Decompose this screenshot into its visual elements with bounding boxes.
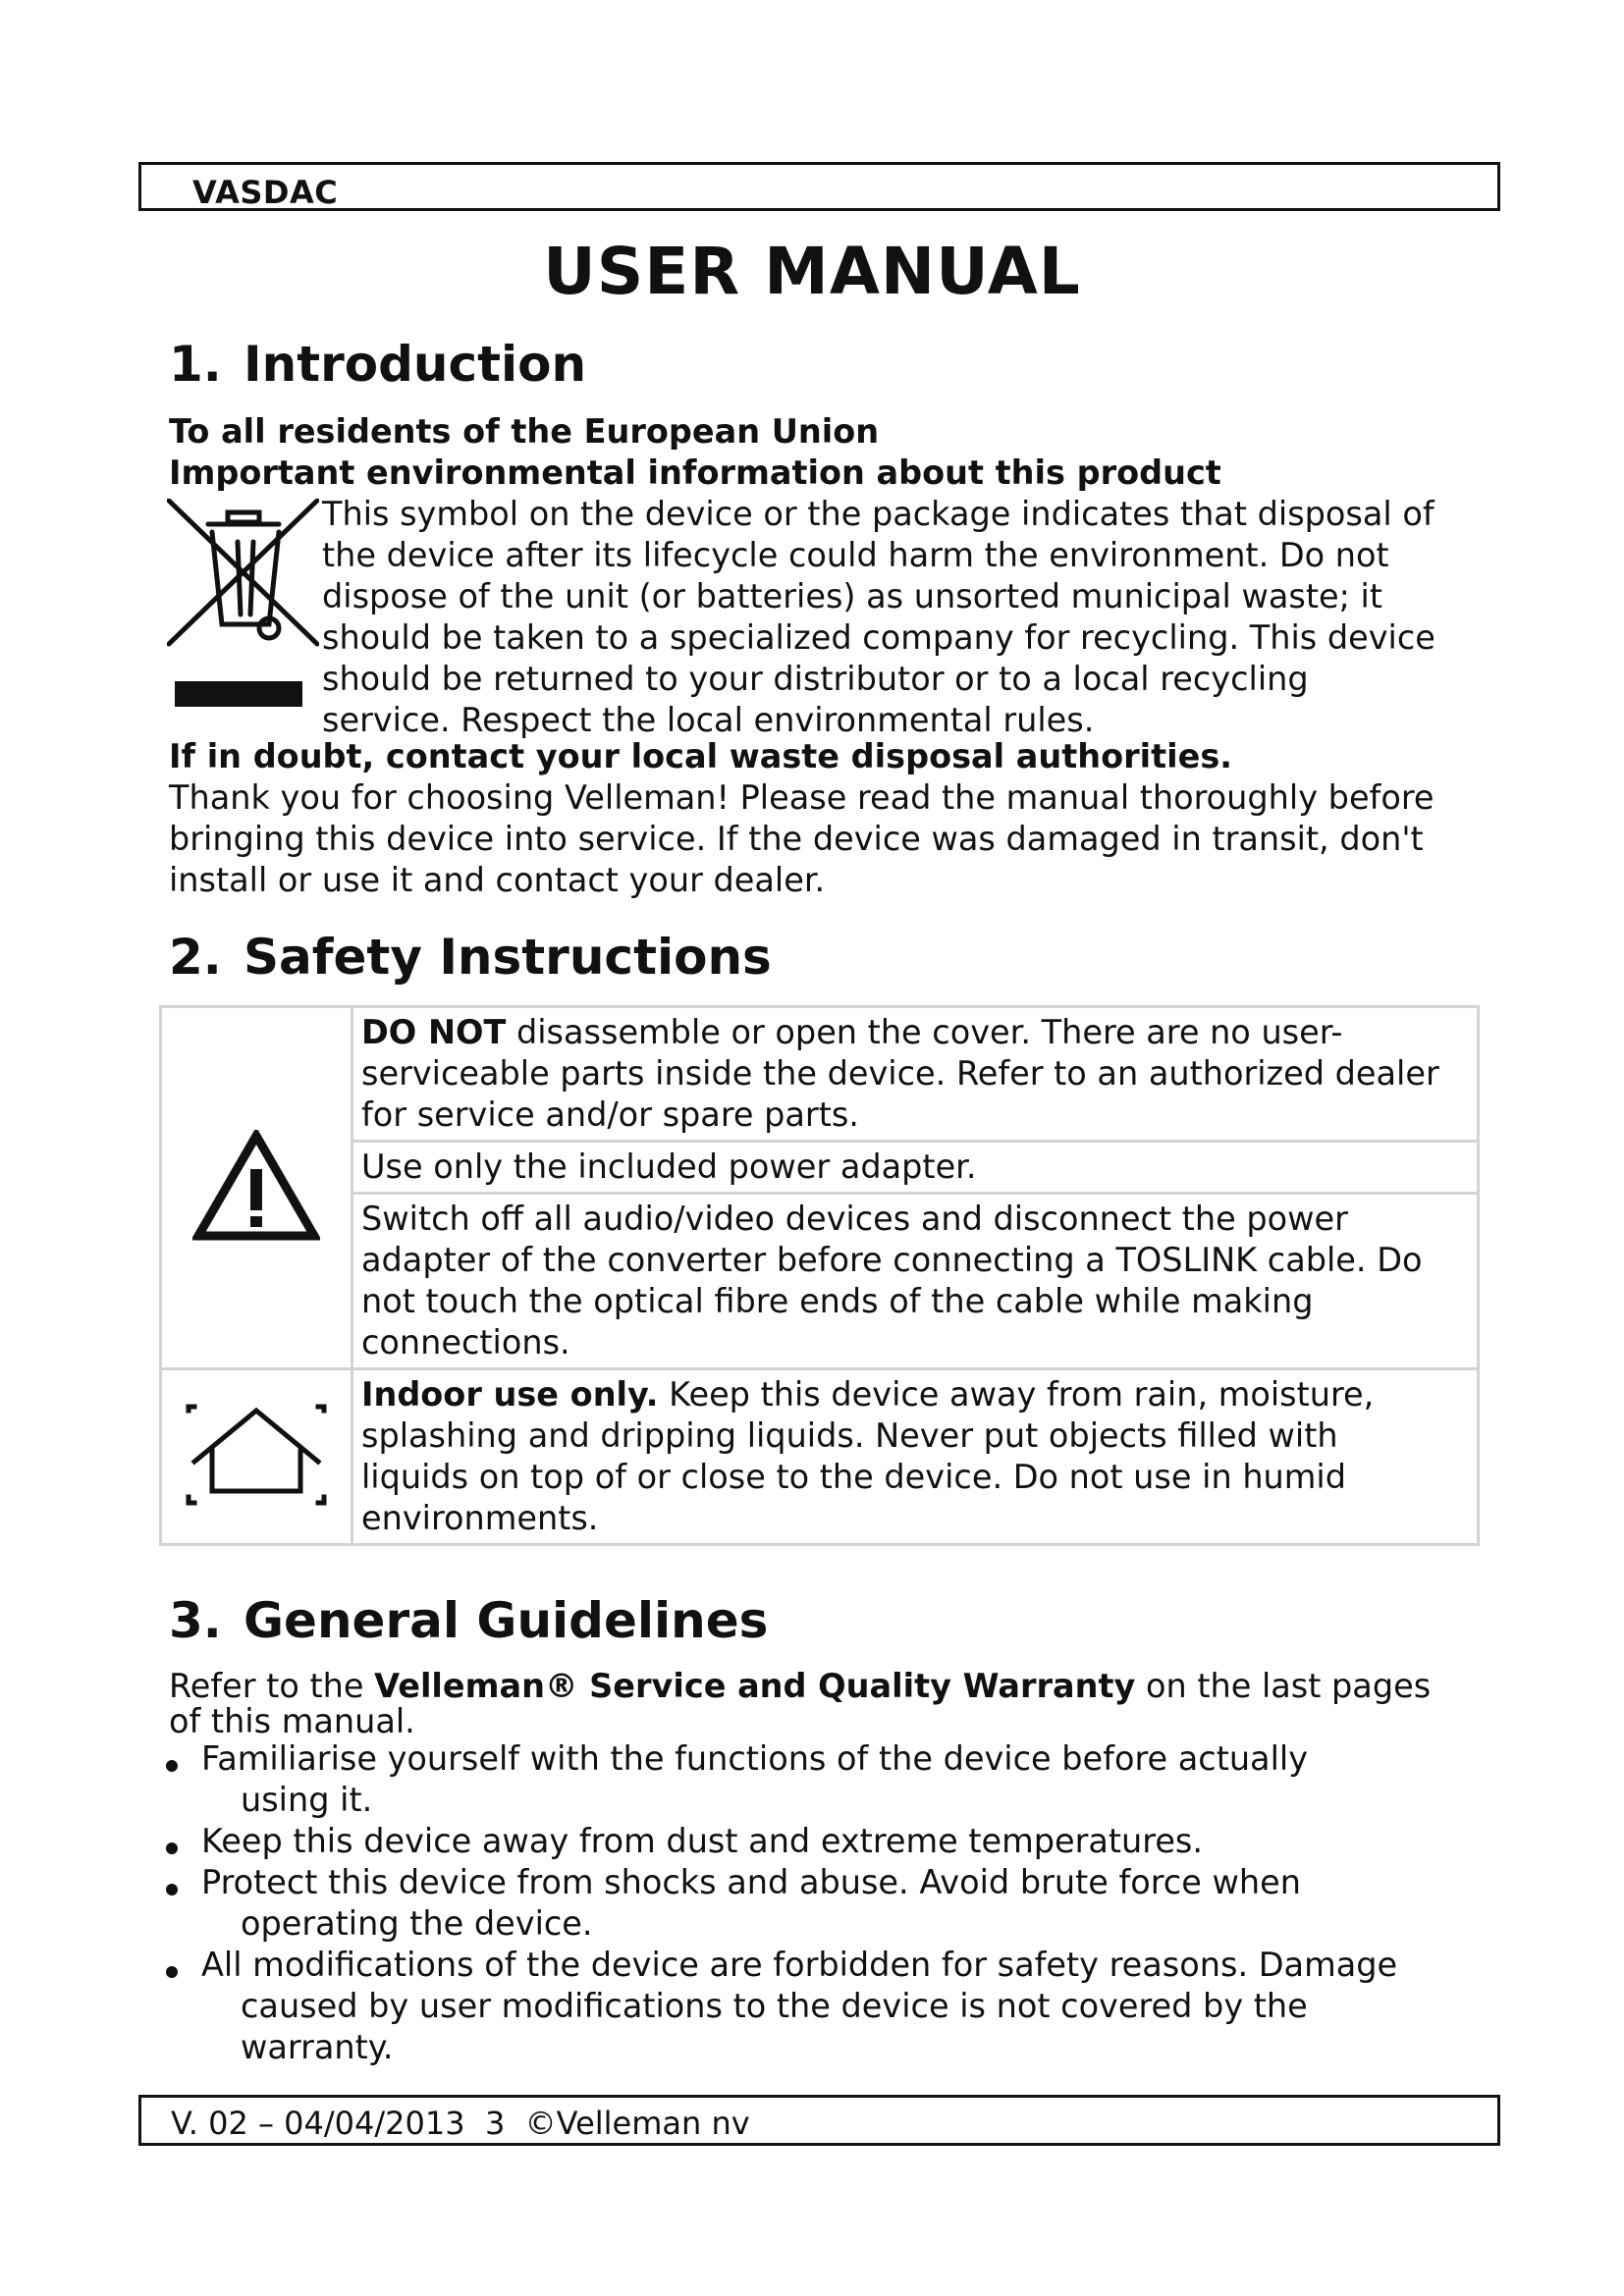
list-item-continuation: operating the device. [241,1904,593,1943]
bullet-dot-icon [166,1842,178,1854]
section-title: General Guidelines [244,1592,769,1649]
list-item [162,1862,1458,1945]
footer-box [138,2095,1500,2146]
safety-row-body: disassemble or open the cover. There are no user- serviceable parts inside the device. Refer to an authorized dealer for service and/or spare parts. [361,1013,1439,1134]
list-item [162,1738,1458,1821]
guidelines-intro-post: on the last pages of this manual. [169,1667,1432,1740]
safety-row-text: Switch off all audio/video devices and disconnect the power adapter of the converter before connecting a TOSLINK cable. Do not touch the optical fibre ends of the cable while making connections. [361,1200,1423,1362]
safety-table [159,1005,1480,1546]
section-title: Introduction [244,336,587,393]
eu-heading: To all residents of the European Union [169,412,880,451]
indoor-icon-cell [161,1369,352,1545]
model-name: VASDAC [192,174,339,211]
safety-row [352,1007,1479,1142]
safety-row-emphasis: Indoor use only. [361,1375,659,1414]
section-number: 2. [169,929,222,986]
weee-line: should be taken to a specialized company for recycling. This device [322,618,1435,657]
page-title: USER MANUAL [543,234,1081,309]
section-heading-guidelines [169,1592,768,1649]
weee-line: should be returned to your distributor or to a local recycling [322,660,1309,698]
section-number: 3. [169,1592,222,1649]
guidelines-list [162,1738,1458,2068]
section-title: Safety Instructions [244,929,772,986]
safety-row-text [353,1008,1477,1140]
guidelines-intro-pre: Refer to the [169,1667,375,1705]
safety-row-body: Keep this device away from rain, moisture, splashing and dripping liquids. Never put objects filled with liquids on top of or close to the device. Do not use in humid environments. [361,1375,1375,1537]
list-item-text: All modifications of the device are forbidden for safety reasons. Damage [201,1946,1398,1984]
safety-row [352,1142,1479,1194]
weee-line: dispose of the unit (or batteries) as unsorted municipal waste; it [322,577,1382,615]
indoor-house-icon [183,1401,330,1509]
safety-row-emphasis: DO NOT [361,1013,507,1051]
weee-crossed-bin-icon [167,499,319,710]
warning-icon-cell [161,1007,352,1369]
env-heading: Important environmental information about this product [169,454,1221,492]
bullet-dot-icon [166,1760,178,1772]
list-item-continuation: using it. [241,1781,373,1819]
bullet-dot-icon [166,1966,178,1978]
safety-row-text: Use only the included power adapter. [361,1148,977,1186]
weee-line: service. Respect the local environmental rules. [322,701,1095,739]
list-item [162,1945,1458,2068]
list-item-text: Protect this device from shocks and abuse. Avoid brute force when [201,1863,1301,1901]
safety-row-text [353,1370,1477,1543]
weee-line: This symbol on the device or the package indicates that disposal of [322,495,1435,533]
header-box [138,162,1500,211]
weee-line: the device after its lifecycle could harm the environment. Do not [322,536,1389,574]
thanks-line: bringing this device into service. If the device was damaged in transit, don't [169,820,1424,858]
warning-triangle-icon [192,1130,320,1243]
safety-row [352,1194,1479,1369]
safety-row [352,1369,1479,1545]
list-item-continuation: caused by user modifications to the device is not covered by the warranty. [241,1987,1308,2066]
section-heading-introduction [169,336,586,393]
list-item-text: Keep this device away from dust and extreme temperatures. [201,1822,1204,1860]
list-item [162,1821,1458,1862]
list-item-text: Familiarise yourself with the functions of the device before actually [201,1739,1309,1778]
footer-version: V. 02 – 04/04/2013 3 ©Velleman nv [171,2105,750,2142]
guidelines-intro [169,1669,1431,1739]
thanks-line: Thank you for choosing Velleman! Please read the manual thoroughly before [169,778,1435,817]
section-heading-safety [169,929,772,986]
section-number: 1. [169,336,222,393]
thanks-line: install or use it and contact your dealer. [169,861,826,899]
doubt-note: If in doubt, contact your local waste disposal authorities. [169,737,1232,775]
warranty-reference: Velleman® Service and Quality Warranty [374,1667,1136,1705]
bullet-dot-icon [166,1884,178,1896]
